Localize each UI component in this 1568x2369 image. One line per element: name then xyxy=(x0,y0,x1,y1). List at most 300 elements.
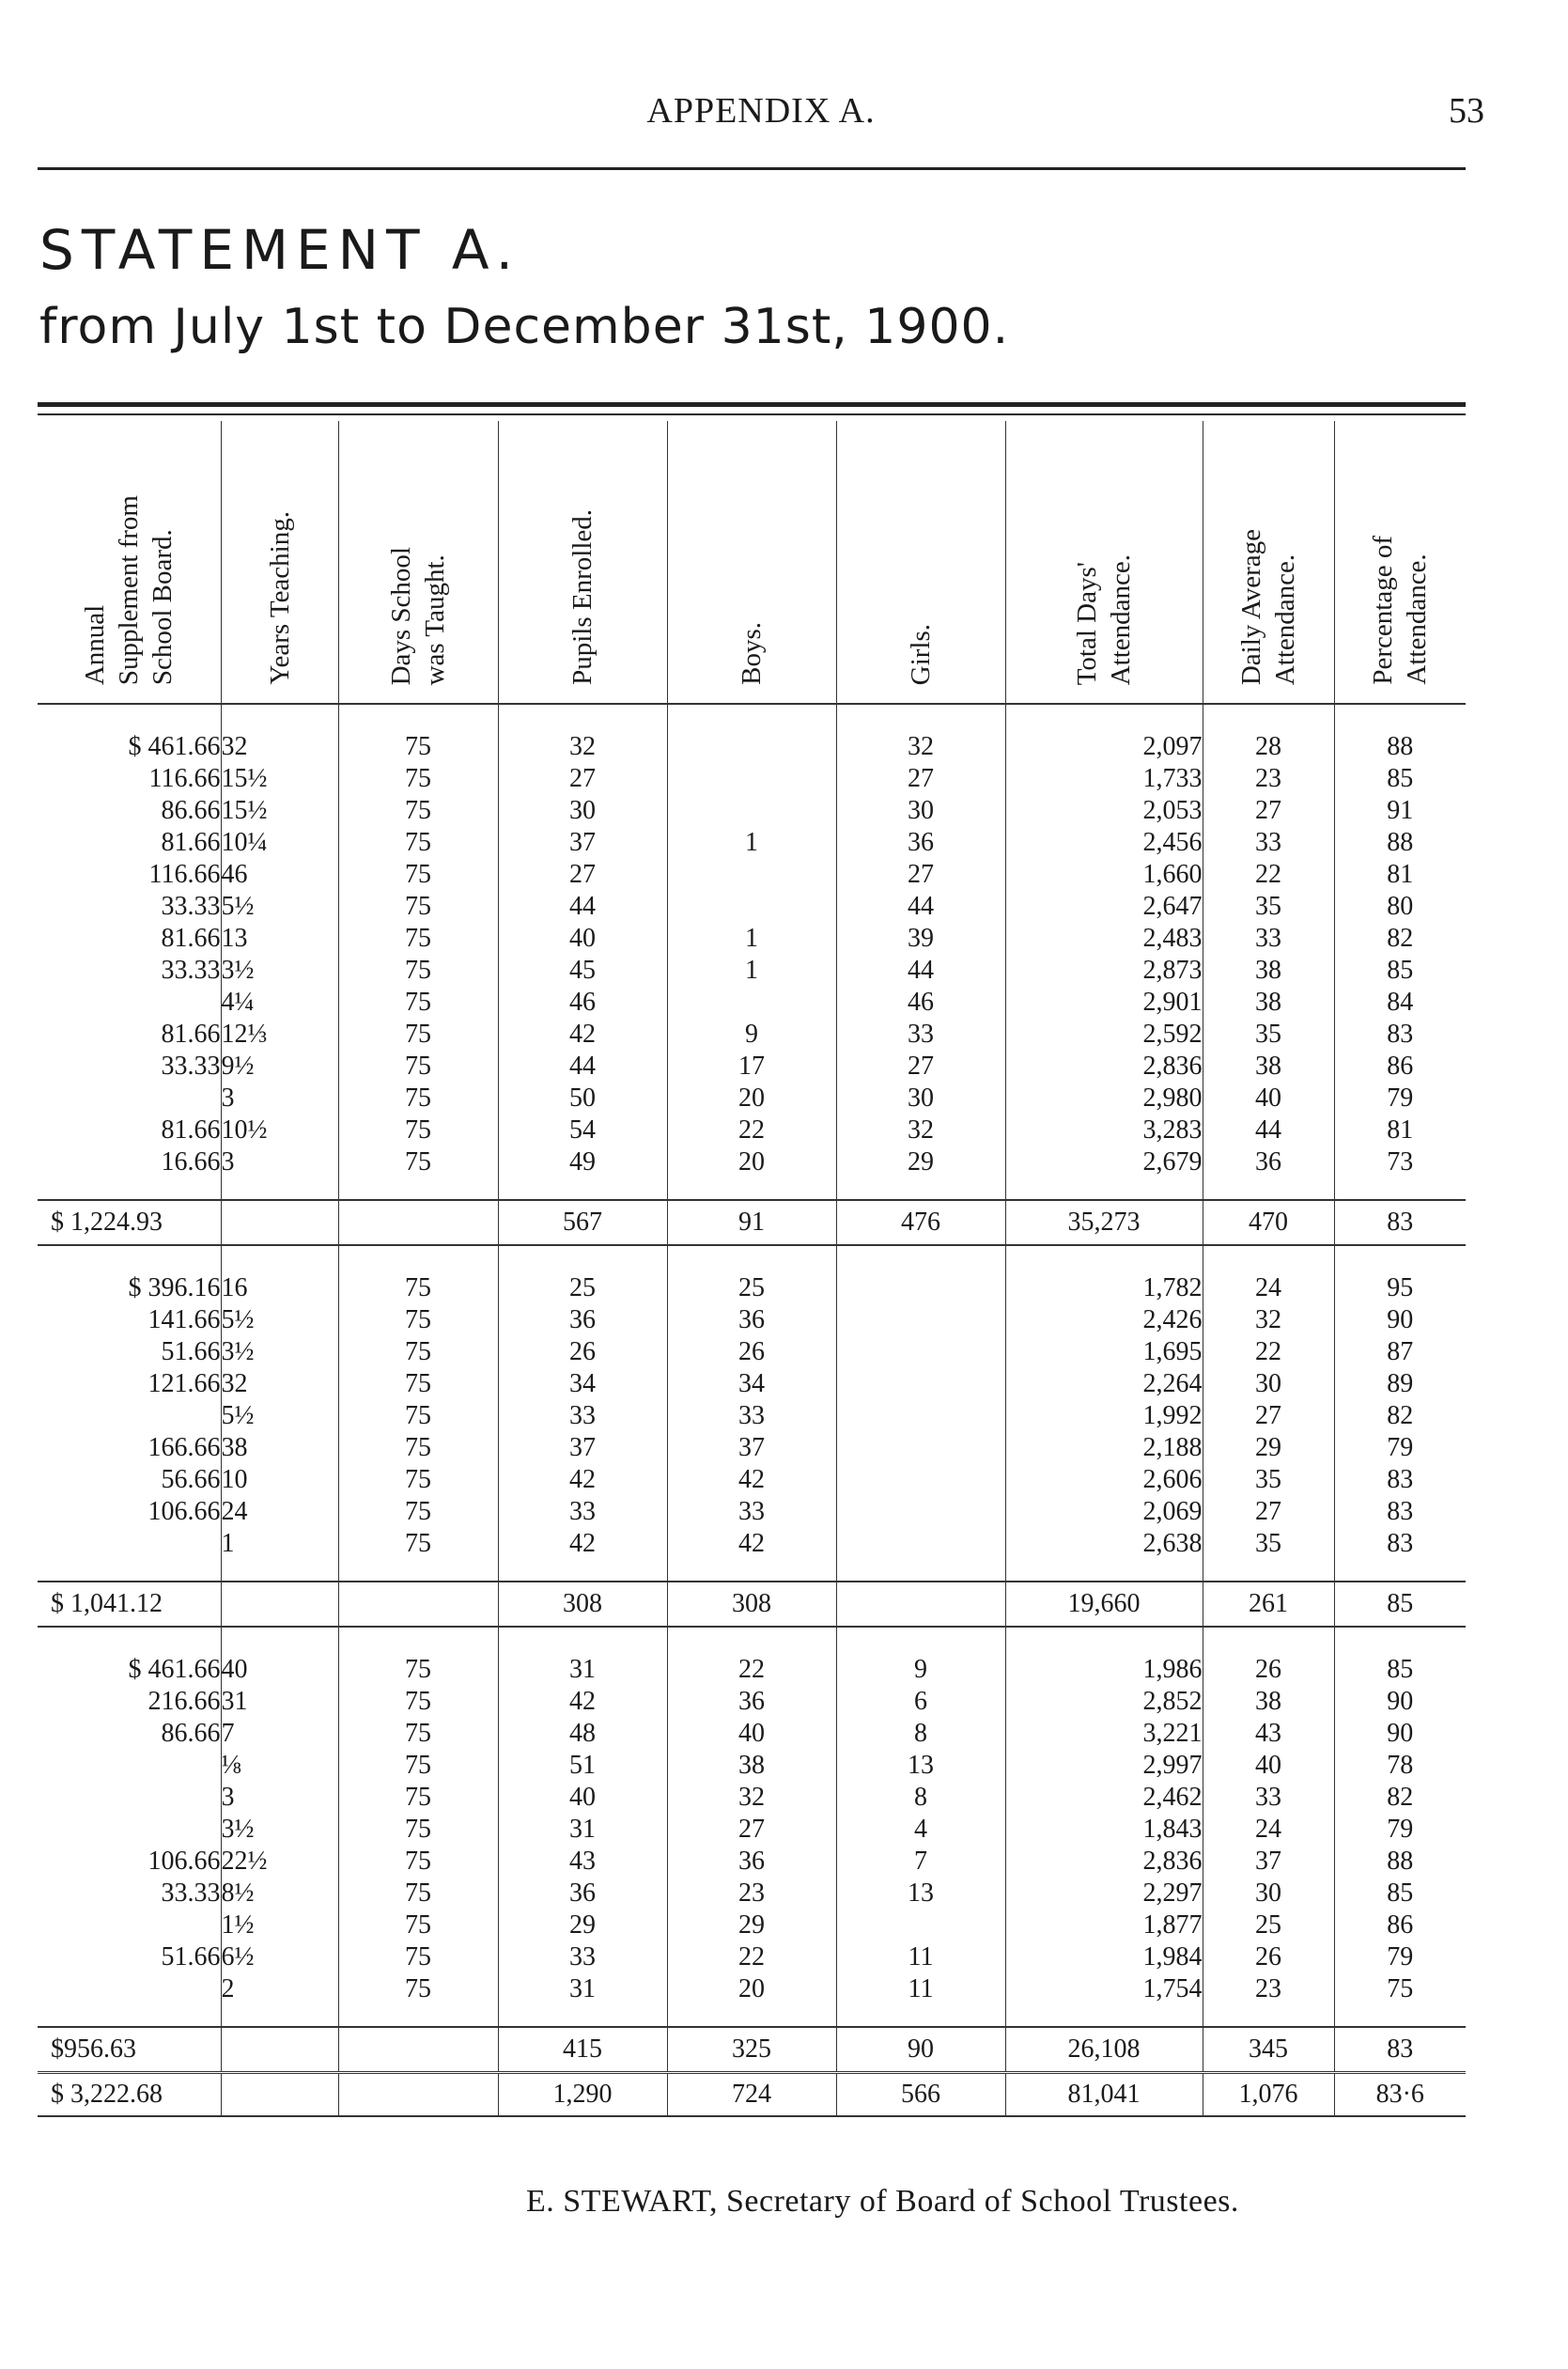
table-cell: 22½ xyxy=(221,1847,268,1876)
table-cell: 1 xyxy=(221,1529,235,1558)
table-cell: 37 xyxy=(569,1433,596,1462)
table-cell: 1,877 xyxy=(1142,1910,1203,1940)
grand-total-row xyxy=(38,2073,1466,2117)
table-cell: 22 xyxy=(738,1115,765,1145)
table-cell: 33 xyxy=(908,1020,934,1049)
table-cell: 1,660 xyxy=(1142,860,1203,889)
table-cell: $ 461.66 xyxy=(128,732,221,761)
table-cell: 75 xyxy=(405,892,431,921)
table-cell: 75 xyxy=(405,1847,431,1876)
table-cell: 25 xyxy=(1255,1910,1281,1940)
table-cell: 82 xyxy=(1387,924,1414,953)
table-cell: 51 xyxy=(569,1751,596,1780)
table-cell: 7 xyxy=(221,1719,235,1748)
table-cell: 75 xyxy=(405,796,431,825)
table-cell: 10½ xyxy=(221,1115,268,1145)
table-cell: 32 xyxy=(738,1783,765,1812)
col-days-taught xyxy=(338,1245,498,1582)
col-header-girls: Girls. xyxy=(836,421,1005,704)
table-cell xyxy=(837,1464,1005,1496)
col-daily-average xyxy=(1203,704,1334,1200)
table-cell xyxy=(38,987,221,1019)
table-cell: 12⅓ xyxy=(221,1020,268,1049)
table-cell: 44 xyxy=(1255,1115,1281,1145)
table-cell: 36 xyxy=(738,1687,765,1716)
table-cell: 75 xyxy=(405,1815,431,1844)
total-cell: 308 xyxy=(498,1582,667,1627)
total-cell: 19,660 xyxy=(1005,1582,1203,1627)
table-cell: 4¼ xyxy=(221,988,255,1017)
col-pupils-enrolled xyxy=(498,704,667,1200)
table-cell: 2,483 xyxy=(1142,924,1203,953)
table-cell: 42 xyxy=(569,1687,596,1716)
col-days-taught xyxy=(338,1627,498,2027)
table-cell: 3 xyxy=(221,1783,235,1812)
col-header-total-days: Total Days' Attendance. xyxy=(1005,421,1203,704)
table-cell: 25 xyxy=(569,1273,596,1302)
table-cell: 27 xyxy=(569,860,596,889)
table-cell: 6½ xyxy=(221,1942,255,1972)
table-cell: 80 xyxy=(1387,892,1414,921)
table-cell: 75 xyxy=(405,1497,431,1526)
col-years-teaching xyxy=(221,1245,338,1582)
table-cell: 42 xyxy=(738,1529,765,1558)
table-cell: 5½ xyxy=(221,892,255,921)
table-cell xyxy=(38,1750,221,1782)
table-cell: 6 xyxy=(914,1687,927,1716)
table-cell: 36 xyxy=(1255,1147,1281,1177)
table-cell: 33.33 xyxy=(161,1052,221,1081)
grand-total-cell: 724 xyxy=(667,2073,836,2117)
table-cell: 23 xyxy=(738,1878,765,1908)
total-cell: $ 1,041.12 xyxy=(38,1582,221,1627)
col-header-years-teaching: Years Teaching. xyxy=(221,421,338,704)
section-2-total-row xyxy=(38,1582,1466,1627)
table-cell: 90 xyxy=(1387,1687,1414,1716)
table-cell: 75 xyxy=(405,1305,431,1334)
table-cell: ⅛ xyxy=(221,1751,241,1780)
table-cell: 29 xyxy=(738,1910,765,1940)
col-pupils-enrolled xyxy=(498,1627,667,2027)
table-cell xyxy=(668,987,836,1019)
table-cell: 42 xyxy=(569,1529,596,1558)
header-rule xyxy=(38,167,1466,170)
table-cell: 106.66 xyxy=(147,1847,221,1876)
col-boys xyxy=(667,704,836,1200)
total-cell xyxy=(338,1200,498,1245)
table-top-rule xyxy=(38,402,1466,407)
table-cell: 2,297 xyxy=(1142,1878,1203,1908)
col-header-supplement: Annual Supplement from School Board. xyxy=(38,421,221,704)
table-cell: 29 xyxy=(1255,1433,1281,1462)
table-cell: 22 xyxy=(1255,1337,1281,1366)
table-cell: 1,754 xyxy=(1142,1974,1203,2003)
table-cell: 2,069 xyxy=(1142,1497,1203,1526)
table-cell: 27 xyxy=(1255,1401,1281,1430)
table-cell: 24 xyxy=(221,1497,248,1526)
total-cell: 261 xyxy=(1203,1582,1334,1627)
table-cell: 89 xyxy=(1387,1369,1414,1398)
table-cell: 33.33 xyxy=(161,956,221,985)
table-cell: 2,647 xyxy=(1142,892,1203,921)
table-cell: 1,782 xyxy=(1142,1273,1203,1302)
col-daily-average xyxy=(1203,1627,1334,2027)
table-cell: 30 xyxy=(569,796,596,825)
table-cell: 32 xyxy=(221,1369,248,1398)
grand-total-cell xyxy=(221,2073,338,2117)
table-cell: 1,695 xyxy=(1142,1337,1203,1366)
table-cell: 42 xyxy=(569,1020,596,1049)
table-cell: 81.66 xyxy=(161,924,221,953)
table-cell: 38 xyxy=(1255,988,1281,1017)
table-cell: 33 xyxy=(1255,924,1281,953)
table-cell: 86.66 xyxy=(161,796,221,825)
statement-title: STATEMENT A. xyxy=(39,218,521,282)
table-cell: 20 xyxy=(738,1147,765,1177)
table-cell: 166.66 xyxy=(147,1433,221,1462)
table-cell: 35 xyxy=(1255,1465,1281,1494)
table-cell: 75 xyxy=(405,924,431,953)
total-cell: 470 xyxy=(1203,1200,1334,1245)
table-cell: 2,836 xyxy=(1142,1052,1203,1081)
table-cell: 83 xyxy=(1387,1497,1414,1526)
table-cell: 33.33 xyxy=(161,1878,221,1908)
table-cell: 8 xyxy=(914,1783,927,1812)
total-cell xyxy=(338,1582,498,1627)
table-cell: 75 xyxy=(405,732,431,761)
table-cell: 85 xyxy=(1387,764,1414,793)
table-cell: 85 xyxy=(1387,1655,1414,1684)
section-1-total-row xyxy=(38,1200,1466,1245)
table-cell: $ 396.16 xyxy=(128,1273,221,1302)
table-cell: 11 xyxy=(908,1974,934,2003)
table-cell: 24 xyxy=(1255,1815,1281,1844)
table-cell: 1,733 xyxy=(1142,764,1203,793)
table-cell: 3,283 xyxy=(1142,1115,1203,1145)
col-years-teaching xyxy=(221,704,338,1200)
table-cell: 2,852 xyxy=(1142,1687,1203,1716)
table-cell: 32 xyxy=(908,732,934,761)
table-cell: 36 xyxy=(738,1305,765,1334)
table-cell: 22 xyxy=(738,1942,765,1972)
table-cell: 84 xyxy=(1387,988,1414,1017)
table-cell: 38 xyxy=(221,1433,248,1462)
table-cell: 31 xyxy=(569,1655,596,1684)
total-cell xyxy=(221,2027,338,2073)
table-cell: 3½ xyxy=(221,1337,255,1366)
col-girls xyxy=(836,1627,1005,2027)
table-cell: 91 xyxy=(1387,796,1414,825)
table-cell: 85 xyxy=(1387,1878,1414,1908)
table-cell: 88 xyxy=(1387,732,1414,761)
section-2-rows xyxy=(38,1245,1466,1582)
table-cell xyxy=(38,1083,221,1114)
table-cell xyxy=(837,1304,1005,1336)
table-cell: 23 xyxy=(1255,1974,1281,2003)
total-cell: 91 xyxy=(667,1200,836,1245)
table-cell: 1,986 xyxy=(1142,1655,1203,1684)
col-header-boys: Boys. xyxy=(667,421,836,704)
grand-total-cell: 566 xyxy=(836,2073,1005,2117)
table-cell: 33 xyxy=(738,1497,765,1526)
table-cell: 46 xyxy=(221,860,248,889)
total-cell: 35,273 xyxy=(1005,1200,1203,1245)
table-cell xyxy=(38,1782,221,1814)
table-cell xyxy=(38,1909,221,1941)
table-cell: 46 xyxy=(569,988,596,1017)
table-cell: 75 xyxy=(405,1273,431,1302)
table-cell: 75 xyxy=(405,764,431,793)
table-cell: 75 xyxy=(405,1783,431,1812)
total-cell xyxy=(221,1200,338,1245)
table-cell: 40 xyxy=(1255,1083,1281,1113)
table-cell xyxy=(837,1909,1005,1941)
table-cell: 141.66 xyxy=(147,1305,221,1334)
table-cell: 75 xyxy=(405,1719,431,1748)
table-cell: 2,836 xyxy=(1142,1847,1203,1876)
table-cell: 36 xyxy=(569,1305,596,1334)
grand-total-cell: 81,041 xyxy=(1005,2073,1203,2117)
table-cell: 31 xyxy=(221,1687,248,1716)
table-cell: 82 xyxy=(1387,1783,1414,1812)
table-cell: 83 xyxy=(1387,1529,1414,1558)
table-cell: 36 xyxy=(908,828,934,857)
table-cell: 16.66 xyxy=(161,1147,221,1177)
table-cell: 3 xyxy=(221,1147,235,1177)
table-cell: 43 xyxy=(569,1847,596,1876)
table-cell: 32 xyxy=(908,1115,934,1145)
table-cell: 9½ xyxy=(221,1052,255,1081)
table-cell: 79 xyxy=(1387,1815,1414,1844)
table-cell: 9 xyxy=(914,1655,927,1684)
table-cell: 27 xyxy=(1255,796,1281,825)
table-cell: 31 xyxy=(569,1815,596,1844)
col-total-days xyxy=(1005,1627,1203,2027)
table-cell: 33 xyxy=(569,1401,596,1430)
table-cell: 37 xyxy=(738,1433,765,1462)
col-girls xyxy=(836,704,1005,1200)
grand-total-cell: 1,076 xyxy=(1203,2073,1334,2117)
table-cell: 45 xyxy=(569,956,596,985)
table-cell: 37 xyxy=(569,828,596,857)
total-cell: 345 xyxy=(1203,2027,1334,2073)
table-cell xyxy=(38,1973,221,2005)
table-cell: 40 xyxy=(221,1655,248,1684)
table-top-rule-thin xyxy=(38,413,1466,415)
table-cell: 50 xyxy=(569,1083,596,1113)
table-cell xyxy=(837,1272,1005,1304)
table-cell: 10 xyxy=(221,1465,248,1494)
col-percentage xyxy=(1334,1627,1466,2027)
table-cell: 26 xyxy=(738,1337,765,1366)
table-cell: 1 xyxy=(745,924,758,953)
grand-total-cell: $ 3,222.68 xyxy=(38,2073,221,2117)
table-cell xyxy=(668,763,836,795)
table-cell: 34 xyxy=(569,1369,596,1398)
table-cell: 42 xyxy=(738,1465,765,1494)
table-cell: 82 xyxy=(1387,1401,1414,1430)
table-cell: 2,053 xyxy=(1142,796,1203,825)
col-days-taught xyxy=(338,704,498,1200)
col-years-teaching xyxy=(221,1627,338,2027)
table-cell xyxy=(668,795,836,827)
table-cell: 42 xyxy=(569,1465,596,1494)
table-cell: 75 xyxy=(405,1115,431,1145)
table-cell: 79 xyxy=(1387,1942,1414,1972)
page-number: 53 xyxy=(1449,91,1484,131)
table-cell: 5½ xyxy=(221,1305,255,1334)
total-cell: $ 1,224.93 xyxy=(38,1200,221,1245)
table-cell: 75 xyxy=(405,828,431,857)
table-cell: 81.66 xyxy=(161,1115,221,1145)
table-cell: 106.66 xyxy=(147,1497,221,1526)
col-percentage xyxy=(1334,704,1466,1200)
table-cell: 88 xyxy=(1387,828,1414,857)
table-cell: 27 xyxy=(738,1815,765,1844)
col-boys xyxy=(667,1627,836,2027)
table-cell: 13 xyxy=(908,1878,934,1908)
col-header-pupils-enrolled: Pupils Enrolled. xyxy=(498,421,667,704)
table-cell xyxy=(668,891,836,923)
table-cell: 35 xyxy=(1255,1529,1281,1558)
table-cell: 9 xyxy=(745,1020,758,1049)
table-cell: 32 xyxy=(221,732,248,761)
table-cell: 75 xyxy=(405,1433,431,1462)
total-cell: 308 xyxy=(667,1582,836,1627)
total-cell xyxy=(338,2027,498,2073)
total-cell: 83 xyxy=(1334,2027,1466,2073)
table-cell: $ 461.66 xyxy=(128,1655,221,1684)
total-cell: 90 xyxy=(836,2027,1005,2073)
section-1-rows xyxy=(38,704,1466,1200)
col-pupils-enrolled xyxy=(498,1245,667,1582)
table-cell: 54 xyxy=(569,1115,596,1145)
table-cell: 17 xyxy=(738,1052,765,1081)
table-cell: 2,456 xyxy=(1142,828,1203,857)
table-cell: 3½ xyxy=(221,956,255,985)
table-cell: 86 xyxy=(1387,1910,1414,1940)
table-cell: 75 xyxy=(405,1337,431,1366)
table-cell: 90 xyxy=(1387,1305,1414,1334)
table-cell: 88 xyxy=(1387,1847,1414,1876)
total-cell: 476 xyxy=(836,1200,1005,1245)
table-cell: 44 xyxy=(908,892,934,921)
table-cell: 83 xyxy=(1387,1020,1414,1049)
signature-line: E. STEWART, Secretary of Board of School Trustees. xyxy=(526,2184,1239,2219)
table-cell xyxy=(837,1496,1005,1528)
table-cell: 15½ xyxy=(221,764,268,793)
table-cell: 49 xyxy=(569,1147,596,1177)
table-cell xyxy=(38,1814,221,1846)
table-cell: 78 xyxy=(1387,1751,1414,1780)
table-cell: 86 xyxy=(1387,1052,1414,1081)
table-cell: 216.66 xyxy=(147,1687,221,1716)
table-cell: 33 xyxy=(1255,828,1281,857)
table-cell: 1,843 xyxy=(1142,1815,1203,1844)
grand-total-cell xyxy=(338,2073,498,2117)
total-cell: 83 xyxy=(1334,1200,1466,1245)
table-cell: 34 xyxy=(738,1369,765,1398)
grand-total-cell: 1,290 xyxy=(498,2073,667,2117)
table-cell: 75 xyxy=(405,1529,431,1558)
table-cell: 38 xyxy=(738,1751,765,1780)
total-cell xyxy=(221,1582,338,1627)
table-cell: 38 xyxy=(1255,1052,1281,1081)
table-cell: 81.66 xyxy=(161,828,221,857)
section-3-rows xyxy=(38,1627,1466,2027)
table-cell: 38 xyxy=(1255,1687,1281,1716)
table-cell: 75 xyxy=(405,988,431,1017)
table-cell: 7 xyxy=(914,1847,927,1876)
statement-table xyxy=(38,421,1466,2117)
table-cell: 2,264 xyxy=(1142,1369,1203,1398)
table-cell: 90 xyxy=(1387,1719,1414,1748)
table-cell: 33 xyxy=(1255,1783,1281,1812)
table-cell: 36 xyxy=(569,1878,596,1908)
table-cell: 27 xyxy=(908,860,934,889)
total-cell: 26,108 xyxy=(1005,2027,1203,2073)
table-cell: 28 xyxy=(1255,732,1281,761)
table-cell xyxy=(38,1400,221,1432)
table-cell: 39 xyxy=(908,924,934,953)
table-cell: 20 xyxy=(738,1083,765,1113)
table-cell: 29 xyxy=(569,1910,596,1940)
table-cell: 29 xyxy=(908,1147,934,1177)
table-cell: 40 xyxy=(1255,1751,1281,1780)
table-cell: 30 xyxy=(1255,1369,1281,1398)
col-boys xyxy=(667,1245,836,1582)
table-cell: 2,873 xyxy=(1142,956,1203,985)
col-supplement xyxy=(38,704,221,1200)
table-cell: 5½ xyxy=(221,1401,255,1430)
table-cell: 35 xyxy=(1255,892,1281,921)
table-cell: 75 xyxy=(405,1401,431,1430)
table-cell: 27 xyxy=(908,764,934,793)
table-cell: 2,901 xyxy=(1142,988,1203,1017)
total-cell: 567 xyxy=(498,1200,667,1245)
running-title: APPENDIX A. xyxy=(646,91,876,131)
table-cell: 33 xyxy=(738,1401,765,1430)
table-cell: 30 xyxy=(908,796,934,825)
page-header xyxy=(38,90,1484,147)
table-cell xyxy=(837,1528,1005,1560)
table-cell: 8 xyxy=(914,1719,927,1748)
total-cell: 415 xyxy=(498,2027,667,2073)
table-cell: 22 xyxy=(1255,860,1281,889)
table-cell: 1 xyxy=(745,828,758,857)
table-cell: 38 xyxy=(1255,956,1281,985)
table-cell: 10¼ xyxy=(221,828,268,857)
table-cell: 86.66 xyxy=(161,1719,221,1748)
table-cell: 2,188 xyxy=(1142,1433,1203,1462)
table-cell: 81 xyxy=(1387,1115,1414,1145)
col-percentage xyxy=(1334,1245,1466,1582)
table-cell: 3½ xyxy=(221,1815,255,1844)
table-cell: 75 xyxy=(405,1369,431,1398)
table-cell: 30 xyxy=(908,1083,934,1113)
table-cell: 79 xyxy=(1387,1433,1414,1462)
table-cell: 40 xyxy=(569,1783,596,1812)
table-cell: 75 xyxy=(1387,1974,1414,2003)
table-cell: 37 xyxy=(1255,1847,1281,1876)
table-cell: 1,984 xyxy=(1142,1942,1203,1972)
table-cell: 2,997 xyxy=(1142,1751,1203,1780)
table-cell xyxy=(668,731,836,763)
table-cell: 2,592 xyxy=(1142,1020,1203,1049)
table-cell: 40 xyxy=(569,924,596,953)
table-cell: 27 xyxy=(569,764,596,793)
col-supplement xyxy=(38,1245,221,1582)
